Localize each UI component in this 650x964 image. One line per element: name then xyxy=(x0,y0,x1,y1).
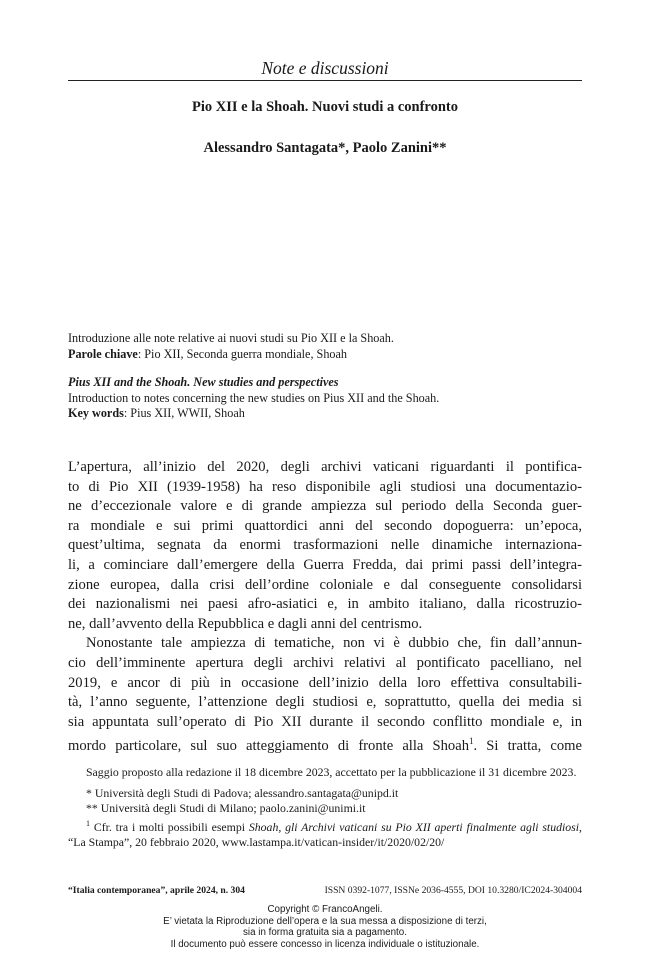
body-p1-line-text: L’apertura, all’inizio del 2020, degli archivi vaticani riguardanti il pontifica- xyxy=(68,459,582,475)
body-p1-line xyxy=(68,536,582,556)
body-p2-line xyxy=(68,654,582,674)
body-p2-line xyxy=(68,713,582,733)
copyright-notice xyxy=(0,904,650,950)
footnote-1-source: , “La Stampa”, 20 febbraio 2020, www.lastampa.it/vatican-insider/it/2020/02/20/ xyxy=(68,819,582,849)
copyright-line: Il documento può essere concesso in licenza individuale o istituzionale. xyxy=(170,938,480,950)
body-text xyxy=(68,458,582,757)
footnote-1-cited-title: Shoah, gli Archivi vaticani su Pio XII aperti finalmente agli studiosi xyxy=(248,819,580,834)
copyright-line: Copyright © FrancoAngeli. xyxy=(267,904,383,915)
article-title: Pio XII e la Shoah. Nuovi studi a confronto xyxy=(191,99,458,115)
body-paragraph-2 xyxy=(68,634,582,756)
body-p2-line xyxy=(68,693,582,713)
page-footer xyxy=(68,885,582,896)
body-p1-line xyxy=(68,576,582,596)
copyright-line: E’ vietata la Riproduzione dell’opera e la sua messa a disposizione di terzi, xyxy=(163,915,487,927)
abstract-italian xyxy=(68,331,588,362)
keywords-english-label: Key words xyxy=(68,406,124,420)
footnote-1-lead: Cfr. tra i molti possibili esempi xyxy=(90,819,249,834)
body-p1-line-text: ne d’eccezionale valore e di grande ampiezza sul periodo della Seconda guer- xyxy=(68,498,582,515)
body-p2-line xyxy=(68,732,582,756)
keywords-english-values: : Pius XII, WWII, Shoah xyxy=(123,406,245,420)
body-p1-line xyxy=(68,556,582,576)
abstract-english xyxy=(68,375,588,422)
body-p1-line-text: to di Pio XII (1939-1958) ha reso disponibile agli studiosi una documentazio- xyxy=(68,478,582,495)
body-p1-line xyxy=(68,615,582,635)
keywords-italian-label: Parole chiave xyxy=(68,346,138,361)
section-title: Note e discussioni xyxy=(261,58,389,78)
body-p2-line-text: cio dell’imminente apertura degli archivi relativi al pontificato pacelliano, nel xyxy=(68,654,582,671)
footnote-1-number: 1 xyxy=(86,819,90,828)
body-p2-line xyxy=(68,674,582,694)
body-p2-line xyxy=(68,634,582,654)
footnote-reference-1: 1 xyxy=(469,736,474,747)
keywords-italian xyxy=(68,347,588,363)
footnotes xyxy=(68,765,582,850)
body-p2-line-text: tà, l’anno seguente, l’attenzione degli studiosi e, soprattutto, quella dei media si xyxy=(68,694,582,711)
body-p1-line xyxy=(68,595,582,615)
body-p1-line-text: ra mondiale e sui primi quattordici anni del secondo dopoguerra: un’epoca, xyxy=(68,517,582,534)
keywords-italian-values: : Pio XII, Seconda guerra mondiale, Shoah xyxy=(137,346,348,361)
keywords-english xyxy=(68,406,588,422)
submission-note: Saggio proposto alla redazione il 18 dicembre 2023, accettato per la pubblicazione il 31 dicembre 2023. xyxy=(86,765,577,779)
copyright-line: sia in forma gratuita sia a pagamento. xyxy=(243,927,407,939)
abstract-english-title: Pius XII and the Shoah. New studies and perspectives xyxy=(68,375,339,389)
body-p1-line xyxy=(68,497,582,517)
body-p1-line xyxy=(68,478,582,498)
body-p1-line xyxy=(68,458,582,478)
abstract-english-text: Introduction to notes concerning the new studies on Pius XII and the Shoah. xyxy=(68,390,440,405)
footer-issn-doi: ISSN 0392-1077, ISSNe 2036-4555, DOI 10.3280/IC2024-304004 xyxy=(324,885,582,896)
body-p2-line-text: Nonostante tale ampiezza di tematiche, non vi è dubbio che, fin dall’annun- xyxy=(86,635,582,652)
body-p2-line-text: mordo particolare, sul suo atteggiamento di fronte alla Shoah xyxy=(68,738,470,755)
body-p1-line-text: dei nazionalismi nei paesi afro-asiatici e, in ambito italiano, dalla ricostruzio- xyxy=(68,596,582,613)
footnote-1 xyxy=(68,816,582,850)
body-p1-line xyxy=(68,517,582,537)
body-p1-line-text: zione europea, dalla crisi dell’ordine coloniale e dal conseguente consolidarsi xyxy=(68,576,582,593)
article-authors: Alessandro Santagata*, Paolo Zanini** xyxy=(203,140,447,156)
author-affiliation-2: ** Università degli Studi di Milano; paolo.zanini@unimi.it xyxy=(86,801,366,815)
body-p2-line-text: 2019, e ancor di più in occasione dell’inizio della loro effettiva consultabili- xyxy=(68,674,582,691)
abstract-italian-text: Introduzione alle note relative ai nuovi studi su Pio XII e la Shoah. xyxy=(68,331,394,345)
author-affiliation-1: * Università degli Studi di Padova; alessandro.santagata@unipd.it xyxy=(86,786,399,800)
body-p1-line-text: quest’ultima, segnata da enormi trasformazioni nelle dinamiche internaziona- xyxy=(68,537,582,554)
body-p1-line-text: li, a cominciare dall’emergere della Guerra Fredda, dai primi passi dell’integra- xyxy=(68,556,582,573)
body-p2-line-tail: . Si tratta, come xyxy=(473,738,582,755)
body-paragraph-1 xyxy=(68,458,582,634)
body-p1-line-text: ne, dall’avvento della Repubblica e dagli anni del centrismo. xyxy=(68,615,423,632)
footer-journal-citation: “Italia contemporanea”, aprile 2024, n. 304 xyxy=(68,885,245,896)
body-p2-line-text: sia appuntata sull’operato di Pio XII durante il secondo conflitto mondiale e, in xyxy=(68,713,582,730)
header-divider xyxy=(68,80,582,81)
